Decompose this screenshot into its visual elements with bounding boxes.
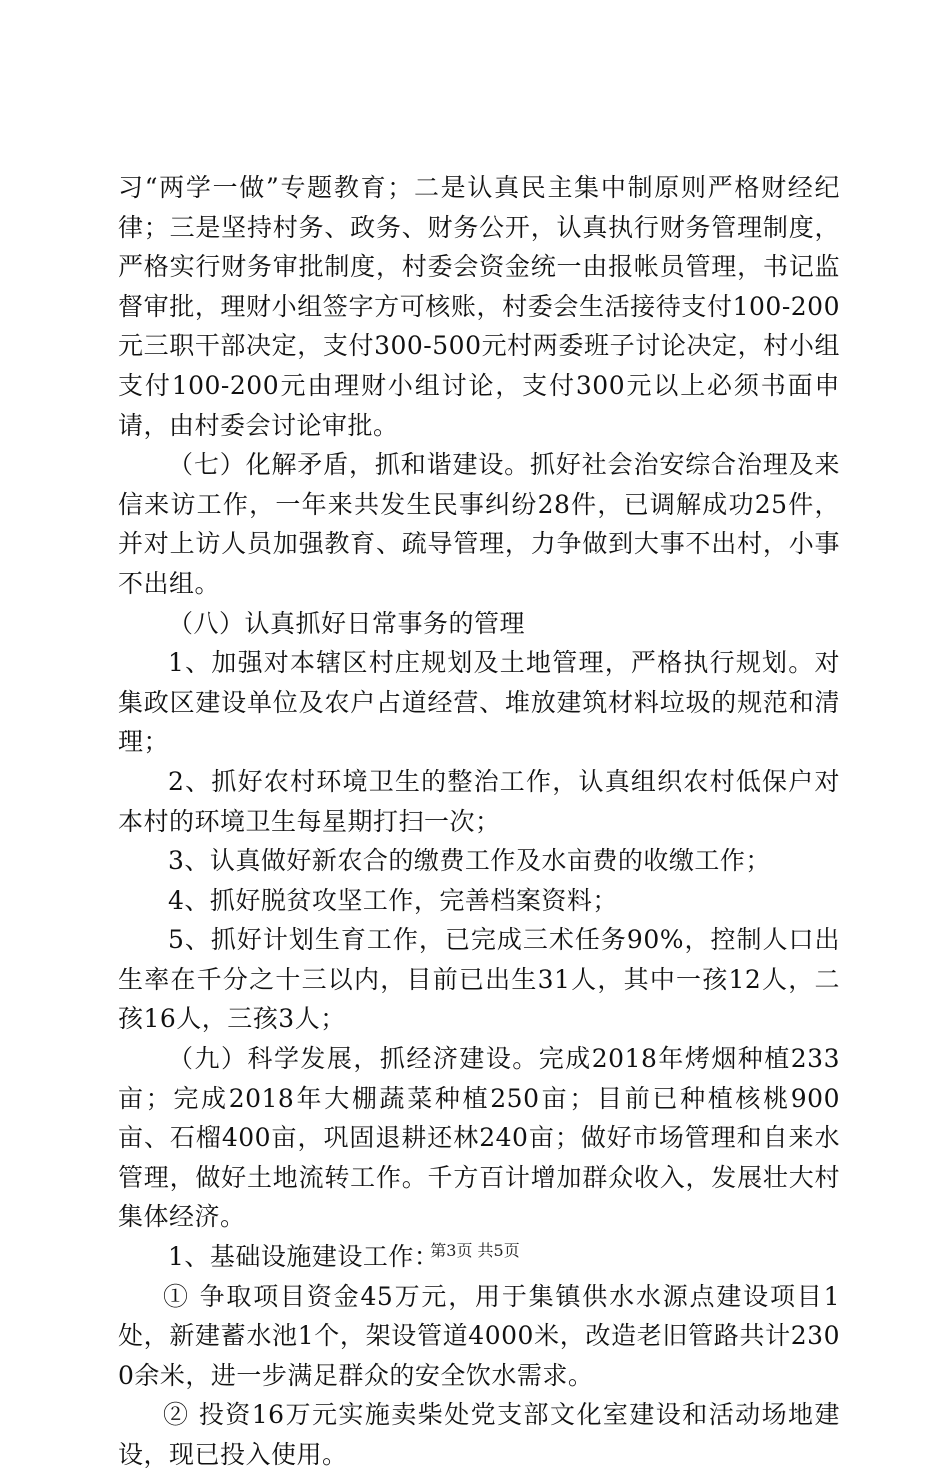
paragraph-item-8-1: 1、加强对本辖区村庄规划及土地管理，严格执行规划。对集政区建设单位及农户占道经营、堆放建筑材料垃圾的规范和清理； bbox=[118, 648, 840, 757]
paragraph-section-8-heading: （八）认真抓好日常事务的管理 bbox=[168, 608, 526, 638]
paragraph-item-circle-2: ② 投资16万元实施卖柴处党支部文化室建设和活动场地建设，现已投入使用。 bbox=[118, 1400, 840, 1469]
paragraph-item-8-4: 4、抓好脱贫攻坚工作，完善档案资料； bbox=[168, 885, 618, 915]
paragraph-item-8-5: 5、抓好计划生育工作，已完成三术任务90%，控制人口出生率在千分之十三以内，目前已出生31人，其中一孩12人，二孩16人，三孩3人； bbox=[118, 925, 840, 1034]
paragraph-item-circle-1: ① 争取项目资金45万元，用于集镇供水水源点建设项目1处，新建蓄水池1个，架设管道4000米，改造老旧管路共计2300余米，进一步满足群众的安全饮水需求。 bbox=[118, 1281, 840, 1390]
paragraph-item-9-1-heading: 1、基础设施建设工作： bbox=[168, 1242, 440, 1272]
paragraph-finance-discipline: 习“两学一做”专题教育；二是认真民主集中制原则严格财经纪律；三是坚持村务、政务、财务公开，认真执行财务管理制度，严格实行财务审批制度，村委会资金统一由报帐员管理，书记监督审批，理财小组签字方可核账，村委会生活接待支付100-200元三职干部决定，支付300-500元村两委班子讨论决定，村小组支付100-200元由理财小组讨论，支付300元以上必须书面申请，由村委会讨论审批。 bbox=[118, 173, 840, 440]
page-number-footer: 第3页 共5页 bbox=[430, 1241, 520, 1260]
paragraph-item-8-2: 2、抓好农村环境卫生的整治工作，认真组织农村低保户对本村的环境卫生每星期打扫一次； bbox=[118, 766, 840, 836]
paragraph-section-9: （九）科学发展，抓经济建设。完成2018年烤烟种植233亩；完成2018年大棚蔬菜种植250亩；目前已种植核桃900亩、石榴400亩，巩固退耕还林240亩；做好市场管理和自来水管理，做好土地流转工作。千方百计增加群众收入，发展壮大村集体经济。 bbox=[118, 1044, 840, 1232]
document-body bbox=[118, 168, 840, 1475]
paragraph-section-7: （七）化解矛盾，抓和谐建设。抓好社会治安综合治理及来信来访工作，一年来共发生民事纠纷28件，已调解成功25件，并对上访人员加强教育、疏导管理，力争做到大事不出村，小事不出组。 bbox=[118, 450, 840, 598]
paragraph-item-8-3: 3、认真做好新农合的缴费工作及水亩费的收缴工作； bbox=[168, 846, 771, 876]
